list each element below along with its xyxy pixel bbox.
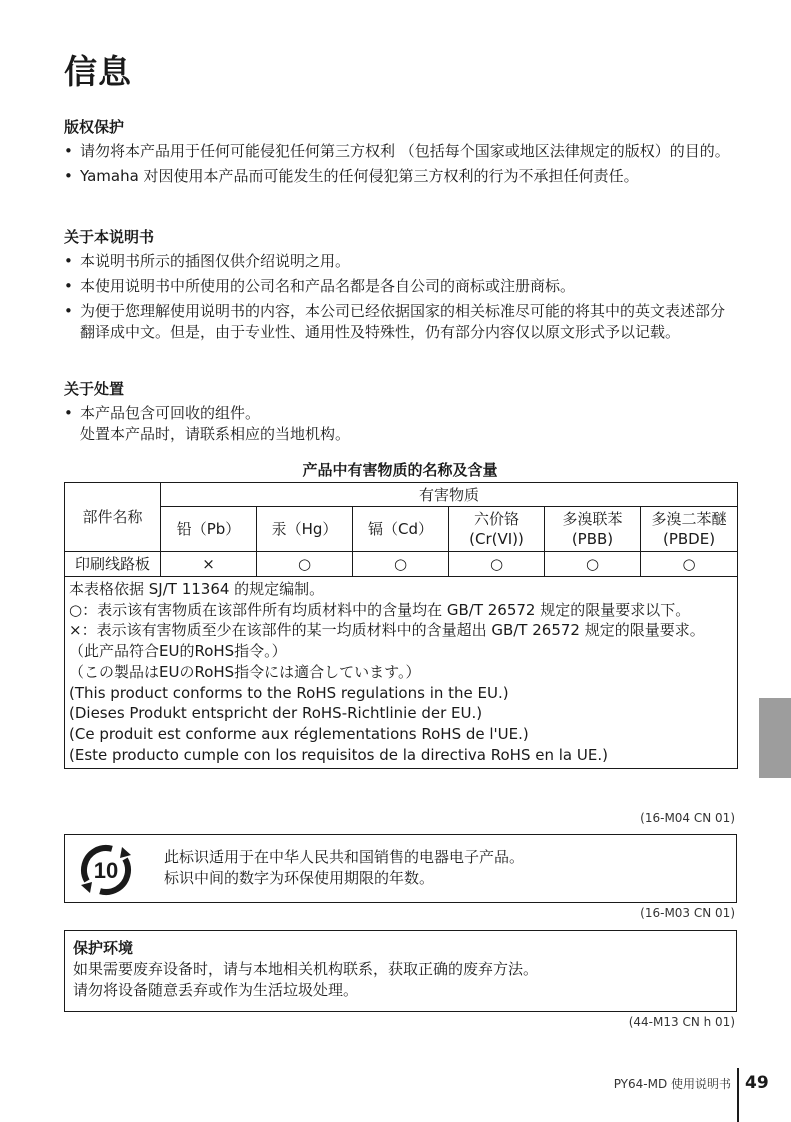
epup-number: 10 — [93, 858, 119, 883]
note-line: (Dieses Produkt entspricht der RoHS-Richtlinie der EU.) — [69, 704, 483, 723]
epup-box — [64, 834, 737, 903]
list-item: • 本说明书所示的插图仅供介绍说明之用。 — [64, 251, 732, 272]
disposal-line: • 本产品包含可回收的组件。 — [80, 404, 261, 422]
hazard-table-title: 产品中有害物质的名称及含量 — [302, 461, 498, 479]
list-item: • 本使用说明书中所使用的公司名和产品名都是各自公司的商标或注册商标。 — [64, 276, 732, 297]
note-line: ×：表示该有害物质至少在该部件的某一均质材料中的含量超出 GB/T 26572 规定的限量要求。 — [69, 621, 705, 640]
environment-protection-use-period-icon — [77, 841, 135, 899]
substance-value: ○ — [449, 552, 545, 577]
note-line: (This product conforms to the RoHS regulations in the EU.) — [69, 683, 509, 702]
hazard-table — [64, 482, 738, 769]
epup-line: 此标识适用于在中华人民共和国销售的电器电子产品。 — [164, 848, 525, 866]
substance-header-pbb: 多溴联苯 (PBB) — [545, 507, 641, 552]
part-name-header: 部件名称 — [65, 483, 161, 552]
page-title: 信息 — [64, 52, 132, 91]
disposal-line: 处置本产品时，请联系相应的当地机构。 — [80, 425, 351, 443]
about-manual-heading: 关于本说明书 — [64, 228, 155, 246]
substance-header-hg: 汞（Hg） — [257, 507, 353, 552]
note-line: (Ce produit est conforme aux réglementations RoHS de l'UE.) — [69, 724, 529, 743]
substance-value: ○ — [353, 552, 449, 577]
list-item: • Yamaha 对因使用本产品而可能发生的任何侵犯第三方权利的行为不承担任何责任。 — [64, 166, 732, 187]
note-line: ○：表示该有害物质在该部件所有均质材料中的含量均在 GB/T 26572 规定的限量要求以下。 — [69, 600, 691, 619]
table-row — [65, 552, 738, 577]
side-tab-marker — [759, 698, 791, 778]
environment-box — [64, 930, 737, 1012]
epup-text — [164, 847, 524, 889]
table-notes — [65, 577, 738, 769]
substance-header-cd: 镉（Cd） — [353, 507, 449, 552]
note-line: 本表格依据 SJ/T 11364 的规定编制。 — [69, 580, 325, 598]
substance-value: × — [161, 552, 257, 577]
substance-header-pbde: 多溴二苯醚 (PBDE) — [641, 507, 738, 552]
footer-divider — [737, 1068, 739, 1122]
disposal-list — [64, 403, 732, 445]
environment-heading: 保护环境 — [73, 939, 134, 957]
footer-manual-name: PY64-MD 使用说明书 — [613, 1077, 731, 1091]
substance-value: ○ — [545, 552, 641, 577]
copyright-list — [64, 141, 732, 191]
hazard-group-header: 有害物质 — [161, 483, 738, 507]
environment-line: 请勿将设备随意丢弃或作为生活垃圾处理。 — [73, 981, 359, 999]
list-item: • 为便于您理解使用说明书的内容，本公司已经依据国家的相关标准尽可能的将其中的英文表述部分翻译成中文。但是，由于专业性、通用性及特殊性，仍有部分内容仅以原文形式予以记载。 — [64, 301, 732, 343]
substance-value: ○ — [257, 552, 353, 577]
list-item — [64, 403, 732, 445]
epup-line: 标识中间的数字为环保使用期限的年数。 — [164, 869, 435, 887]
note-line: （この製品はEUのRoHS指令には適合しています。） — [69, 662, 421, 681]
list-item: • 请勿将本产品用于任何可能侵犯任何第三方权利 （包括每个国家或地区法律规定的版权）的目的。 — [64, 141, 732, 162]
page-number: 49 — [745, 1073, 769, 1093]
substance-value: ○ — [641, 552, 738, 577]
about-manual-list — [64, 251, 732, 347]
substance-header-pb: 铅（Pb） — [161, 507, 257, 552]
environment-ref: (44-M13 CN h 01) — [628, 1015, 735, 1029]
disposal-heading: 关于处置 — [64, 380, 125, 398]
part-name-cell: 印刷线路板 — [65, 552, 161, 577]
note-line: （此产品符合EU的RoHS指令。） — [69, 642, 287, 661]
environment-line: 如果需要废弃设备时，请与本地相关机构联系，获取正确的废弃方法。 — [73, 960, 539, 978]
copyright-heading: 版权保护 — [64, 118, 125, 136]
substance-header-cr: 六价铬 (Cr(VI)) — [449, 507, 545, 552]
epup-ref: (16-M03 CN 01) — [640, 906, 735, 920]
hazard-table-ref: (16-M04 CN 01) — [640, 811, 735, 825]
note-line: (Este producto cumple con los requisitos de la directiva RoHS en la UE.) — [69, 745, 608, 764]
